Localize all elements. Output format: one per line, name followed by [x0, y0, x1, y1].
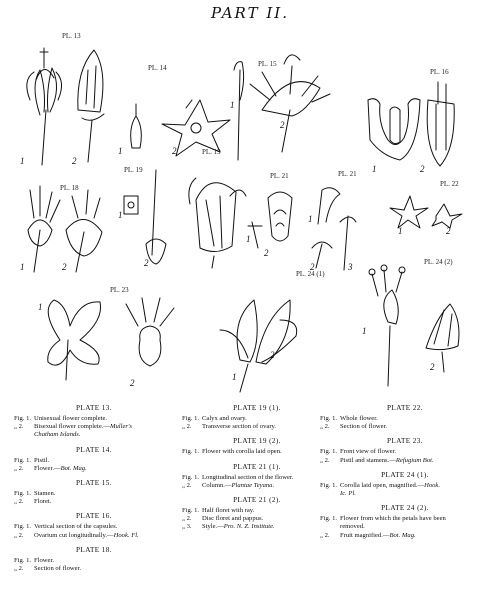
- figure-source: Muller's: [110, 423, 132, 431]
- figure-source: Plantae Teyana.: [231, 481, 275, 489]
- figure-source: Chatham Islands.: [34, 431, 81, 439]
- legend-line: [14, 423, 174, 431]
- figure-description: Half floret with ray.: [202, 507, 255, 515]
- legend-line: [14, 557, 174, 565]
- plate-label: PL. 18: [60, 184, 79, 192]
- legend-line: [182, 515, 332, 523]
- figure-description: Section of flower.: [340, 423, 388, 431]
- legend-line: [14, 415, 174, 423]
- figure-description: Whole flower.: [340, 415, 378, 422]
- page-title: PART II.: [211, 4, 289, 22]
- figure-number: 1: [246, 234, 251, 244]
- plate-heading: PLATE 14.: [76, 445, 112, 454]
- figure-source: Ic. Pl.: [340, 490, 356, 498]
- figure-number: 2: [310, 262, 315, 272]
- legend-line: [14, 457, 174, 465]
- legend-column-1: [14, 404, 174, 573]
- legend-line: [182, 474, 332, 482]
- plate-label: PL. 21: [338, 170, 357, 178]
- figure-number: 2: [280, 120, 285, 130]
- pl13-fig2-drawing: [78, 50, 104, 162]
- figure-number: 2: [420, 164, 425, 174]
- plate-label: PL. 19: [124, 166, 143, 174]
- figure-ref: Fig. 1.: [320, 481, 338, 489]
- figure-number: 2: [446, 226, 451, 236]
- plate-label: PL. 22: [440, 180, 459, 188]
- figure-description: Front view of flower.: [340, 448, 397, 456]
- figure-number: 1: [118, 210, 123, 220]
- pl18-drawings: [28, 186, 102, 272]
- legend-line: [14, 565, 174, 573]
- figure-ref: Fig. 1.: [182, 415, 200, 422]
- figure-description: Flower.—: [34, 464, 61, 472]
- plate-heading: PLATE 24 (1).: [381, 470, 429, 479]
- pl19-1-drawings: [124, 170, 166, 264]
- figure-description: Flower from which the petals have been: [340, 515, 446, 523]
- figure-description: Flower.: [34, 556, 54, 564]
- figure-ref: Fig. 1.: [14, 490, 32, 498]
- plate-heading: PLATE 23.: [387, 437, 423, 446]
- figure-ref: Fig. 1.: [14, 415, 32, 422]
- figure-description: Vertical section of the capsules.: [34, 523, 118, 531]
- figure-ref: „ 2.: [14, 531, 24, 539]
- figure-ref: „ 2.: [320, 531, 330, 539]
- plate-label: PL. 23: [110, 286, 129, 294]
- legend-line: [182, 523, 332, 531]
- figure-number: 1: [232, 372, 237, 382]
- figure-number: 2: [430, 362, 435, 372]
- legend-line: [320, 490, 490, 498]
- figure-number: 1: [20, 156, 25, 166]
- figure-number: 1: [230, 100, 235, 110]
- pl15-drawings: [234, 55, 330, 160]
- figure-number: 2: [270, 350, 275, 360]
- figure-number: 3: [348, 262, 353, 272]
- figure-number: 1: [362, 326, 367, 336]
- figure-number: 2: [144, 258, 149, 268]
- legend-line: [320, 448, 490, 456]
- legend-line: [320, 515, 490, 523]
- legend-column-2: [182, 404, 332, 532]
- plate-heading: PLATE 21 (2).: [233, 496, 281, 505]
- legend-line: [182, 415, 332, 423]
- figure-description: removed.: [340, 523, 365, 531]
- figure-description: Pistil.: [34, 456, 50, 464]
- legend-line: [14, 532, 174, 540]
- figure-description: Longitudinal section of the flower.: [202, 473, 294, 481]
- figure-number: 2: [264, 248, 269, 258]
- legend-line: [320, 415, 490, 423]
- plate-label: PL. 15: [258, 60, 277, 68]
- figure-ref: Fig. 1.: [14, 523, 32, 531]
- figure-ref: „ 2.: [182, 481, 192, 489]
- figure-description: Style.—: [202, 523, 224, 531]
- figure-description: Floret.: [34, 498, 52, 506]
- figure-description: Disc floret and pappus.: [202, 515, 264, 523]
- figure-number: 2: [72, 156, 77, 166]
- figure-description: Corolla laid open, magnified.—: [340, 481, 425, 489]
- figure-description: Stamen.: [34, 490, 56, 498]
- figure-ref: Fig. 1.: [320, 448, 338, 456]
- figure-ref: „ 3.: [182, 523, 192, 531]
- figure-ref: „ 2.: [182, 423, 192, 431]
- plate-label: PL. 13: [62, 32, 81, 40]
- plate-legend: [0, 404, 500, 598]
- legend-line: [320, 457, 490, 465]
- plate-heading: PLATE 24 (2).: [381, 504, 429, 513]
- figure-description: Bisexual flower complete.—: [34, 423, 110, 431]
- figure-number: 1: [20, 262, 25, 272]
- legend-column-3: [320, 404, 490, 540]
- plate-heading: PLATE 18.: [76, 545, 112, 554]
- figure-number: 1: [118, 146, 123, 156]
- figure-ref: „ 2.: [14, 498, 24, 506]
- plate-label: PL. 24 (2): [424, 258, 453, 266]
- figure-ref: „ 2.: [14, 464, 24, 472]
- figure-ref: Fig. 1.: [14, 556, 32, 564]
- figure-ref: „ 2.: [14, 565, 24, 573]
- figure-source: Bot. Mag.: [60, 464, 87, 472]
- figure-source: Refugium Bot.: [395, 456, 434, 464]
- figure-number: 1: [308, 214, 313, 224]
- figure-number: 1: [372, 164, 377, 174]
- figure-description: Fruit magnified.—: [340, 531, 390, 539]
- plate-heading: PLATE 19 (2).: [233, 437, 281, 446]
- plate-heading: PLATE 13.: [76, 404, 112, 412]
- figure-ref: „ 2.: [182, 515, 192, 523]
- figure-source: Hook. Fl.: [113, 531, 139, 539]
- legend-line: [14, 498, 174, 506]
- plate-label: PL. 14: [148, 64, 167, 72]
- pl19-2-drawings: [189, 178, 246, 268]
- legend-line: [320, 532, 490, 540]
- pl13-fig1-drawing: [27, 48, 62, 165]
- figure-source: Hook.: [424, 481, 440, 489]
- figure-ref: Fig. 1.: [182, 507, 200, 515]
- figure-description: Section of flower.: [34, 565, 82, 573]
- legend-line: [182, 423, 332, 431]
- figure-ref: Fig. 1.: [14, 456, 32, 464]
- figure-source: Pro. N. Z. Institute.: [223, 523, 275, 531]
- figure-number: 1: [398, 226, 403, 236]
- legend-line: [320, 482, 490, 490]
- figure-ref: Fig. 1.: [182, 473, 200, 481]
- figure-number: 2: [172, 146, 177, 156]
- legend-line: [182, 448, 332, 456]
- figure-description: Transverse section of ovary.: [202, 423, 277, 431]
- figure-ref: Fig. 1.: [182, 448, 200, 456]
- pl16-drawings: [368, 82, 454, 166]
- plate-label: PL. 24 (1): [296, 270, 325, 278]
- legend-line: [320, 423, 490, 431]
- plate-label: PL. 21: [270, 172, 289, 180]
- figure-ref: Fig. 1.: [320, 515, 338, 523]
- figure-number: 2: [130, 378, 135, 388]
- pl24-2-drawings: [369, 265, 459, 386]
- pl22-drawings: [390, 196, 462, 228]
- figure-number: 1: [38, 302, 43, 312]
- pl21-2-drawings: [312, 188, 356, 270]
- figure-description: Unisexual flower complete.: [34, 415, 108, 422]
- legend-line: [182, 482, 332, 490]
- figure-ref: „ 2.: [320, 456, 330, 464]
- figure-description: Ovarium cut longitudinally.—: [34, 531, 114, 539]
- legend-line: [320, 523, 490, 531]
- figure-description: Column.—: [202, 481, 232, 489]
- plate-heading: PLATE 15.: [76, 479, 112, 488]
- figure-ref: Fig. 1.: [320, 415, 338, 422]
- legend-line: [14, 490, 174, 498]
- figure-number: 2: [62, 262, 67, 272]
- pl23-drawings: [48, 298, 174, 380]
- legend-line: [14, 465, 174, 473]
- plate-heading: PLATE 16.: [76, 512, 112, 521]
- plate-heading: PLATE 22.: [387, 404, 423, 412]
- plate-label: PL. 19: [202, 148, 221, 156]
- plate-heading: PLATE 21 (1).: [233, 462, 281, 471]
- plate-heading: PLATE 19 (1).: [233, 404, 281, 412]
- figure-ref: „ 2.: [14, 423, 24, 431]
- legend-line: [182, 507, 332, 515]
- figure-source: Bot. Mag.: [389, 531, 416, 539]
- plate-label: PL. 16: [430, 68, 449, 76]
- figure-description: Calyx and ovary.: [202, 415, 247, 422]
- legend-line: [14, 431, 174, 439]
- figure-ref: „ 2.: [320, 423, 330, 431]
- legend-line: [14, 523, 174, 531]
- figure-description: Pistil and stamens.—: [340, 456, 396, 464]
- figure-description: Flower with corolla laid open.: [202, 448, 282, 456]
- pl21-1-drawings: [248, 192, 292, 248]
